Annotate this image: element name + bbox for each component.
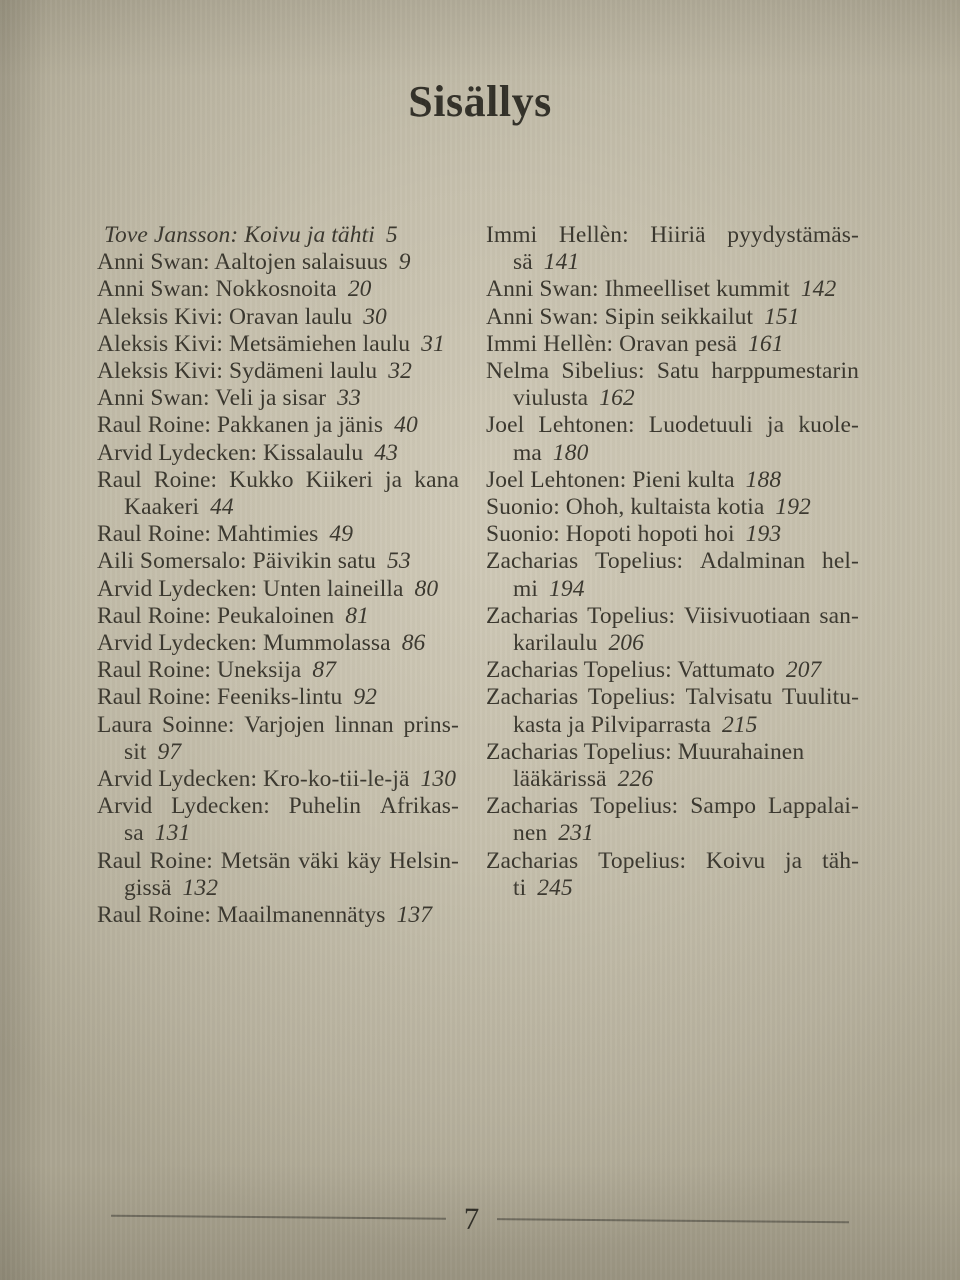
toc-page-number: 32 [388,358,412,385]
toc-entry-line: Zacharias Topelius: Koivu ja täh- [486,847,859,874]
toc-entry [97,657,459,684]
toc-page-number: 49 [329,521,354,548]
toc-page-number: 81 [345,602,369,629]
toc-entry [486,358,859,412]
toc-entry-line: Arvid Lydecken: Puhelin Afrikas- [97,793,459,820]
toc-entry-title: mi [513,575,539,602]
toc-page-number: 231 [558,820,594,847]
toc-entry [486,684,859,738]
toc-entry-title: Raul Roine: Feeniks-lintu [97,684,343,711]
toc-page-number: 30 [363,303,387,330]
toc-entry-title: kasta ja Pilviparrasta [513,711,711,738]
toc-entry [486,276,859,303]
toc-page-number: 9 [398,249,411,276]
toc-entry-title: Anni Swan: Nokkosnoita [97,276,337,303]
toc-entry-line: Joel Lehtonen: Luodetuuli ja kuole- [486,412,859,439]
toc-entry-title: Raul Roine: Mahtimies [97,521,319,548]
toc-entry-title: Arvid Lydecken: Kro-ko-tii-le-jä [97,766,410,793]
toc-entry [486,331,859,358]
toc-page-number: 20 [347,276,372,303]
toc-entry-line [486,875,859,902]
toc-entry-line [97,412,459,439]
toc-page-number: 151 [764,303,800,330]
toc-entry-title: Aleksis Kivi: Metsämiehen laulu [97,330,411,357]
toc-entry [97,331,459,358]
toc-page-number: 142 [800,276,837,303]
toc-page-number: 194 [549,575,585,602]
toc-entry-line [97,902,459,929]
toc-page-number: 141 [543,249,580,276]
toc-page-number: 162 [599,385,635,412]
toc-entry [97,548,459,575]
toc-entry-line [97,494,459,521]
toc-entry-line: Nelma Sibelius: Satu harppumestarin [486,358,859,385]
toc-entry-line [486,766,859,793]
toc-entry-line [97,276,459,303]
toc-page-number: 206 [608,630,644,657]
toc-page-number: 44 [210,494,234,521]
toc-entry-line: Zacharias Topelius: Adalminan hel- [486,548,859,575]
toc-page-number: 5 [385,222,398,248]
toc-page-number: 87 [312,657,337,684]
toc-entry [97,630,459,657]
toc-entry-title: Arvid Lydecken: Mummolassa [97,630,391,657]
toc-entry-line [97,739,459,766]
toc-page-number: 226 [617,766,654,793]
toc-entry-title: viulusta [513,385,589,412]
toc-entry-line [97,440,459,467]
toc-entry-title: Anni Swan: Veli ja sisar [97,385,327,412]
toc-entry-title: Raul Roine: Uneksija [97,657,302,684]
footer-page-number: 7 [463,1200,480,1236]
toc-page-number: 80 [414,575,439,602]
toc-entry-line [486,249,859,276]
toc-entry-line [486,820,859,847]
table-of-contents [97,222,859,929]
toc-entry-title: Raul Roine: Maailmanennätys [97,902,386,929]
toc-right-column [486,222,859,929]
toc-entry-line [486,576,859,603]
toc-entry-title: Suonio: Ohoh, kultaista kotia [486,494,765,521]
toc-page-number: 130 [420,766,457,793]
toc-entry-line [486,440,859,467]
toc-entry [486,412,859,466]
toc-left-column [97,222,459,929]
page-title: Sisällys [408,77,552,126]
footer-rule-left [111,1214,446,1219]
toc-entry [97,902,459,929]
toc-entry-title: Anni Swan: Sipin seikkailut [486,303,754,330]
toc-entry [97,304,459,331]
toc-entry-title: lääkärissä [513,766,607,793]
toc-page-number: 207 [785,657,822,684]
toc-entry [97,385,459,412]
toc-page-number: 33 [337,385,361,412]
toc-entry [97,412,459,439]
toc-page-number: 188 [745,466,782,493]
toc-entry [97,440,459,467]
toc-page-number: 192 [775,494,811,521]
toc-entry-line [97,521,459,548]
toc-entry [97,358,459,385]
toc-entry [97,222,459,249]
toc-entry-line [97,358,459,385]
toc-entry-line: Laura Soinne: Varjojen linnan prins- [97,711,459,738]
toc-entry-title: ti [513,874,527,901]
toc-entry-line [97,603,459,630]
toc-entry-line [97,304,459,331]
toc-entry-title: Arvid Lydecken: Unten laineilla [97,575,404,602]
toc-entry-line: Immi Hellèn: Hiiriä pyydystämäs- [486,222,859,248]
toc-entry-title: sä [513,249,533,276]
toc-entry-line [486,521,859,548]
toc-entry-line [97,385,459,412]
toc-entry-line [97,249,459,276]
toc-page-number: 86 [401,630,426,657]
toc-entry-title: karilaulu [513,630,598,657]
toc-entry-line: Raul Roine: Metsän väki käy Helsin- [97,847,459,874]
toc-entry [97,276,459,303]
toc-entry [97,793,459,847]
toc-entry [97,712,459,766]
toc-entry [486,793,859,847]
toc-entry [486,657,859,684]
toc-entry-line [486,304,859,331]
toc-entry-line [486,331,859,358]
toc-entry-line [97,630,459,657]
toc-entry [486,548,859,602]
toc-entry [97,521,459,548]
toc-entry [486,739,859,793]
toc-entry-title: Aleksis Kivi: Oravan laulu [97,303,353,330]
toc-entry [97,766,459,793]
toc-entry-title: Anni Swan: Ihmeelliset kummit [486,276,790,303]
toc-entry-line [97,875,459,902]
toc-entry-line [97,548,459,575]
toc-entry-line: Zacharias Topelius: Muurahainen [486,738,805,765]
toc-entry-title: Kaakeri [124,494,200,521]
toc-entry-title: nen [513,820,548,847]
toc-entry [486,304,859,331]
toc-entry [486,494,859,521]
page-footer [0,1199,960,1238]
toc-entry-line: Zacharias Topelius: Talvisatu Tuulitu- [486,684,859,711]
toc-page-number: 161 [748,330,784,357]
toc-entry [486,848,859,902]
toc-entry-line [97,657,459,684]
toc-entry [97,576,459,603]
toc-entry-line [97,576,459,603]
toc-entry [97,848,459,902]
toc-entry-title: sit [124,738,147,765]
toc-entry-title: Raul Roine: Pakkanen ja jänis [97,412,384,439]
toc-page-number: 31 [421,330,445,357]
toc-entry-title: Aleksis Kivi: Sydämeni laulu [97,358,378,385]
toc-page-number: 245 [537,874,573,901]
toc-entry-title: Raul Roine: Peukaloinen [97,602,335,629]
toc-entry-title: ma [513,439,542,466]
toc-entry-line [486,712,859,739]
toc-page-number: 97 [157,738,182,765]
toc-entry-line [486,630,859,657]
toc-page-number: 137 [396,902,433,929]
toc-entry [486,222,859,276]
toc-entry [97,603,459,630]
toc-entry-title: Arvid Lydecken: Kissalaulu [97,439,364,466]
toc-entry-title: gissä [124,874,172,901]
toc-entry-title: Zacharias Topelius: Vattumato [486,657,775,684]
toc-entry-title: Anni Swan: Aaltojen salaisuus [97,249,388,276]
toc-page-number: 131 [154,820,191,847]
toc-entry-line: Zacharias Topelius: Viisivuotiaan san- [486,602,859,629]
toc-page-number: 92 [353,684,378,711]
toc-page-number: 132 [182,874,219,901]
toc-page-number: 53 [387,548,411,575]
toc-entry-line: Raul Roine: Kukko Kiikeri ja kana [97,466,459,493]
toc-entry [97,249,459,276]
toc-entry-line [97,331,459,358]
toc-page-number: 43 [374,439,398,466]
toc-entry [486,603,859,657]
toc-entry-title: sa [124,820,144,847]
toc-entry-title: Suonio: Hopoti hopoti hoi [486,521,735,548]
footer-rule-right [497,1218,849,1223]
toc-page-number: 215 [721,711,758,738]
toc-entry-line [486,494,859,521]
toc-entry-title: Tove Jansson: Koivu ja tähti [104,222,375,248]
toc-entry-line [486,657,859,684]
toc-entry [486,521,859,548]
toc-entry [486,467,859,494]
toc-entry-line [486,385,859,412]
toc-entry-line [97,820,459,847]
toc-page-number: 193 [745,521,782,548]
toc-page-number: 180 [552,439,589,466]
toc-entry-line [97,766,459,793]
toc-entry-title: Aili Somersalo: Päivikin satu [97,548,377,575]
toc-entry-title: Joel Lehtonen: Pieni kulta [486,466,735,493]
toc-entry-line [486,276,859,303]
toc-entry [97,684,459,711]
toc-entry-line [97,684,459,711]
toc-entry-line: Zacharias Topelius: Sampo Lappalai- [486,793,859,820]
toc-entry-line [97,222,459,249]
toc-entry [97,467,459,521]
toc-entry-title: Immi Hellèn: Oravan pesä [486,330,738,357]
toc-page-number: 40 [394,412,418,439]
toc-entry-line [486,467,859,494]
